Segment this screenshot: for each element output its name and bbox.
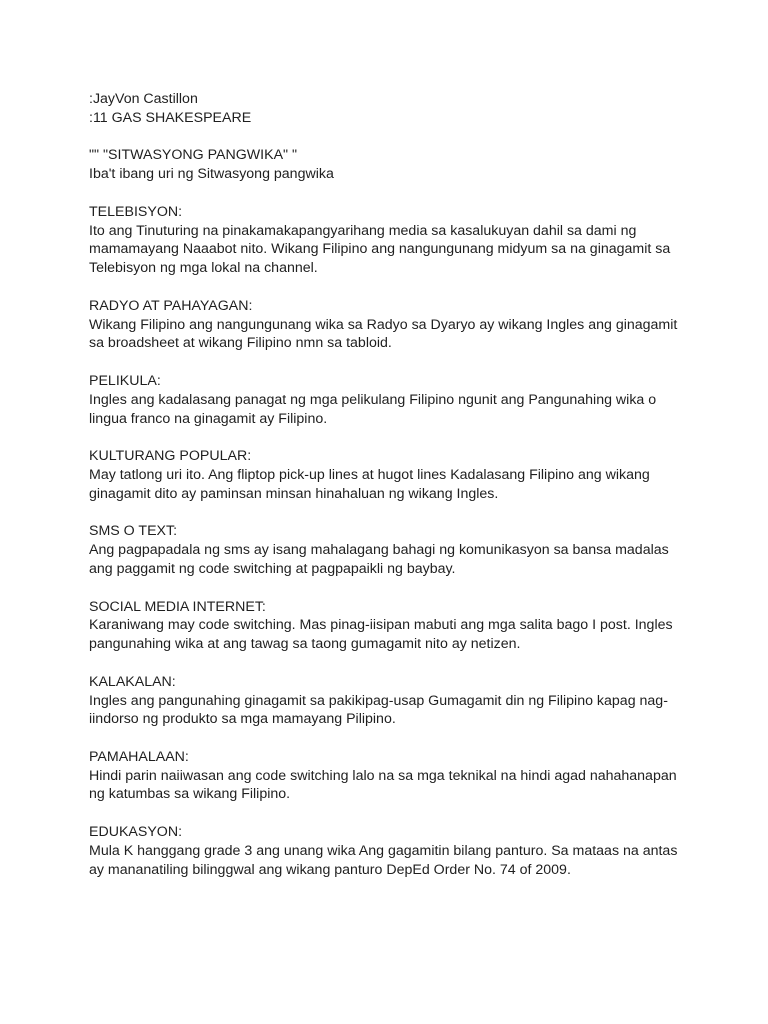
section-line: lingua franco na ginagamit ay Filipino.: [89, 410, 328, 427]
section-line: mamamayang Naaabot nito. Wikang Filipino ang nangungunang midyum sa na ginagamit sa: [89, 241, 671, 258]
section-line: Hindi parin naiiwasan ang code switching lalo na sa mga teknikal na hindi agad nahahanapan: [89, 767, 677, 784]
document-page: [89, 90, 689, 879]
spacer: [89, 184, 689, 203]
spacer: [89, 128, 689, 147]
section-line: pangunahing wika at ang tawag sa taong gumagamit nito ay netizen.: [89, 636, 521, 653]
section-heading: SMS O TEXT:: [89, 523, 178, 540]
section-line: Wikang Filipino ang nangungunang wika sa Radyo sa Dyaryo ay wikang Ingles ang ginagamit: [89, 316, 678, 333]
section-sms-o-text: [89, 522, 689, 578]
section-heading: PAMAHALAAN:: [89, 748, 189, 765]
document-title: "" "SITWASYONG PANGWIKA" ": [89, 147, 298, 164]
spacer: [89, 428, 689, 447]
section-heading: KALAKALAN:: [89, 673, 176, 690]
section-line: Telebisyon ng mga lokal na channel.: [89, 260, 318, 277]
section-line: Ingles ang kadalasang panagat ng mga pelikulang Filipino ngunit ang Pangunahing wika o: [89, 391, 657, 408]
class-section: :11 GAS SHAKESPEARE: [89, 109, 252, 126]
spacer: [89, 504, 689, 523]
section-kulturang-popular: [89, 447, 689, 503]
section-kalakalan: [89, 673, 689, 729]
section-heading: PELIKULA:: [89, 372, 161, 389]
section-line: Ang pagpapadala ng sms ay isang mahalagang bahagi ng komunikasyon sa bansa madalas: [89, 542, 669, 559]
section-line: May tatlong uri ito. Ang fliptop pick-up lines at hugot lines Kadalasang Filipino ang wikang: [89, 466, 650, 483]
section-heading: TELEBISYON:: [89, 203, 183, 220]
section-pelikula: [89, 372, 689, 428]
spacer: [89, 579, 689, 598]
section-telebisyon: [89, 203, 689, 278]
spacer: [89, 654, 689, 673]
section-heading: EDUKASYON:: [89, 824, 183, 841]
spacer: [89, 729, 689, 748]
section-heading: SOCIAL MEDIA INTERNET:: [89, 598, 266, 615]
spacer: [89, 278, 689, 297]
section-line: Ito ang Tinuturing na pinakamakapangyarihang media sa kasalukuyan dahil sa dami ng: [89, 222, 637, 239]
section-heading: RADYO AT PAHAYAGAN:: [89, 297, 253, 314]
section-line: sa broadsheet at wikang Filipino nmn sa tabloid.: [89, 335, 392, 352]
document-subtitle: Iba't ibang uri ng Sitwasyong pangwika: [89, 166, 334, 183]
section-pamahalaan: [89, 748, 689, 804]
spacer: [89, 804, 689, 823]
section-line: ginagamit dito ay paminsan minsan hinahaluan ng wikang Ingles.: [89, 485, 499, 502]
section-social-media-internet: [89, 598, 689, 654]
section-line: Mula K hanggang grade 3 ang unang wika Ang gagamitin bilang panturo. Sa mataas na antas: [89, 842, 678, 859]
section-radyo-at-pahayagan: [89, 297, 689, 353]
section-line: Ingles ang pangunahing ginagamit sa pakikipag-usap Gumagamit din ng Filipino kapag nag-: [89, 692, 668, 709]
section-line: ng katumbas sa wikang Filipino.: [89, 786, 291, 803]
section-edukasyon: [89, 823, 689, 879]
section-line: ay mananatiling bilinggwal ang wikang panturo DepEd Order No. 74 of 2009.: [89, 861, 571, 878]
spacer: [89, 353, 689, 372]
author-name: :JayVon Castillon: [89, 91, 198, 107]
section-heading: KULTURANG POPULAR:: [89, 448, 252, 465]
section-line: ang paggamit ng code switching at pagpapaikli ng baybay.: [89, 560, 456, 577]
section-line: Karaniwang may code switching. Mas pinag-iisipan mabuti ang mga salita bago I post. Ingles: [89, 617, 673, 634]
section-line: iindorso ng produkto sa mga mamayang Pilipino.: [89, 711, 396, 728]
